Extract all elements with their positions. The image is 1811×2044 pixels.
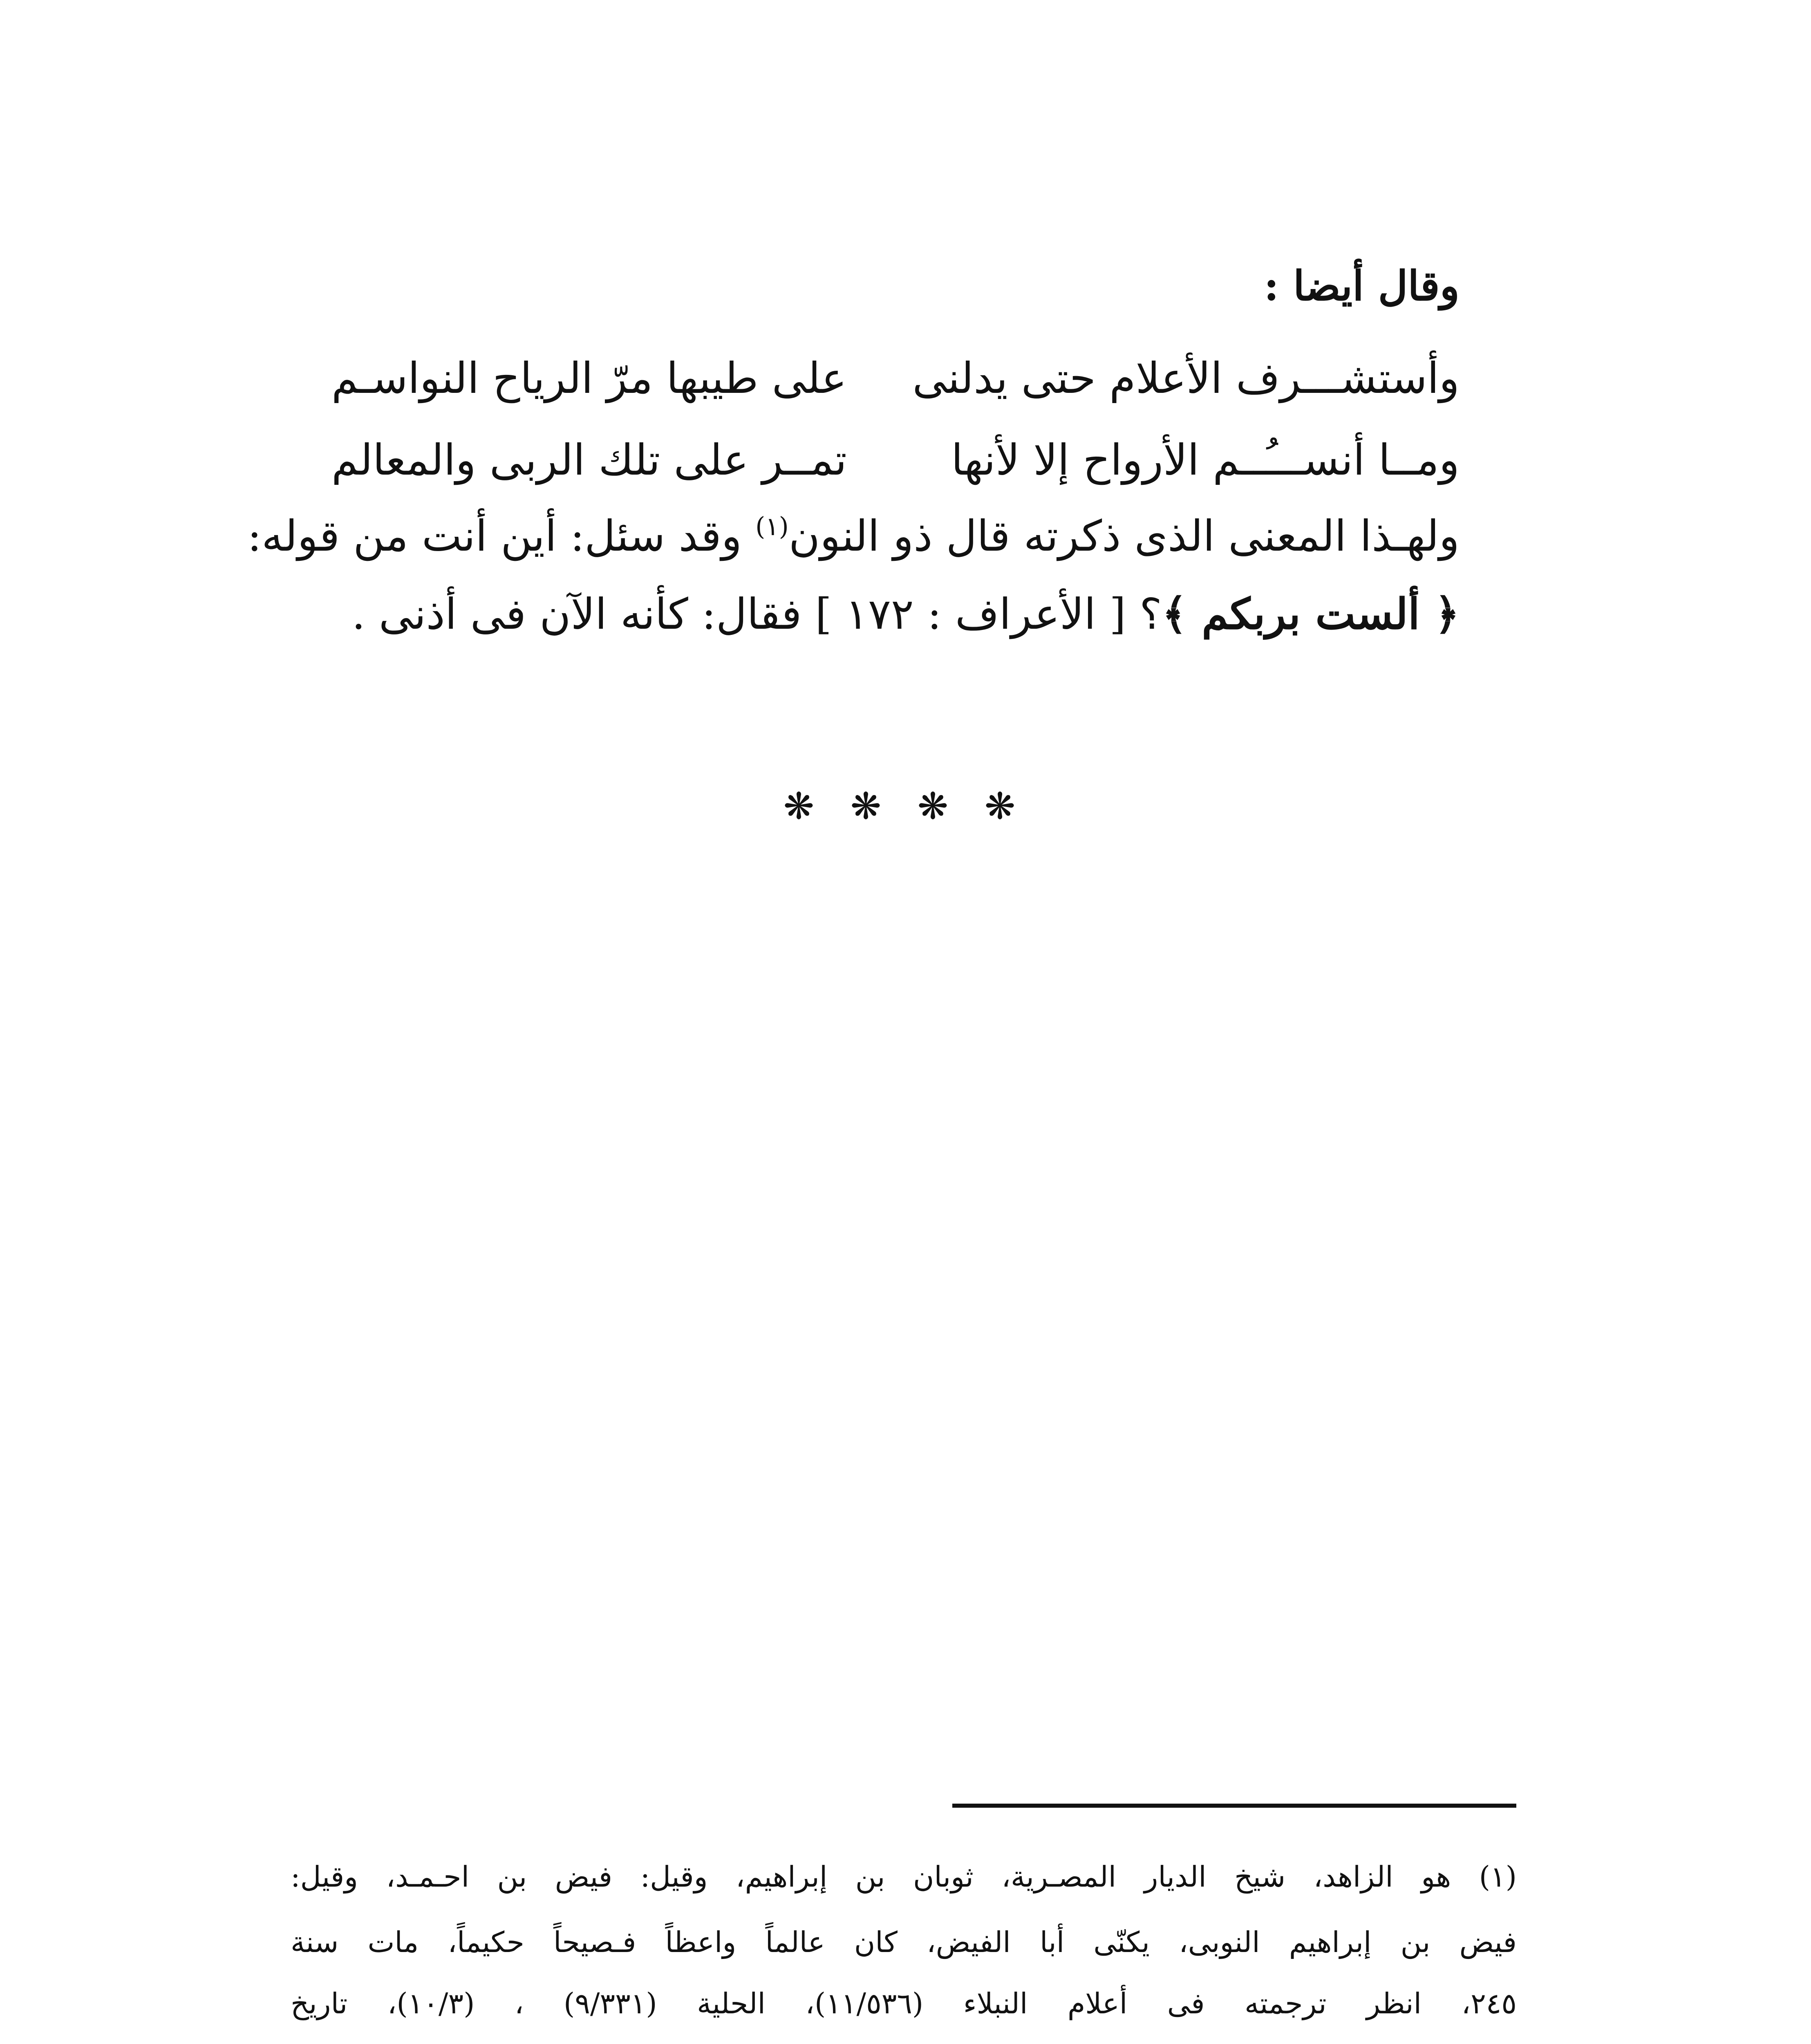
- verse-first-hemistich: وأستشـــرف الأعلام حتى يدلنى: [912, 353, 1460, 403]
- body-text: وقد سئل: أين أنت من قوله:: [247, 511, 756, 561]
- verse-second-hemistich: تمــر على تلك الربى والمعالم: [331, 435, 847, 485]
- footnote-line: فيض بن إبراهيم النوبى، يكنّى أبا الفيض، كان عالماً واعظاً فـصيحاً حكيماً، مات سنة: [291, 1925, 1517, 1959]
- quran-quote: ﴿ ألست بربكم ﴾: [1162, 589, 1460, 639]
- footnote-line: ٢٤٥، انظر ترجمته فى أعلام النبلاء (١١/٥٣٦)، الحلية (٩/٣٣١) ، (١٠/٣)، تاريخ: [291, 1987, 1517, 2020]
- body-text: ولهـذا المعنى الذى ذكرته قال ذو النون: [788, 511, 1460, 561]
- section-heading: وقال أيضا :: [1264, 262, 1460, 310]
- body-text-line: [247, 511, 1460, 561]
- poem-verse: [331, 347, 1460, 409]
- poem-verse: [331, 429, 1460, 491]
- body-text: ؟ [ الأعراف : ١٧٢ ] فقال: كأنه الآن فى أذنى .: [351, 589, 1162, 639]
- footnote-line: (١) هو الزاهد، شيخ الديار المصـرية، ثوبان بن إبراهيم، وقيل: فيض بن احـمـد، وقيل:: [291, 1860, 1517, 1894]
- footnote-reference[interactable]: (١): [755, 511, 789, 541]
- body-text-line: [331, 589, 1460, 639]
- verse-second-hemistich: على طيبها مرّ الرياح النواسـم: [331, 353, 847, 403]
- footnote-separator: [952, 1804, 1516, 1808]
- verse-first-hemistich: ومــا أنســـُــم الأرواح إلا لأنها: [951, 435, 1460, 485]
- section-divider-ornament: ❋ ❋ ❋ ❋: [783, 785, 1028, 828]
